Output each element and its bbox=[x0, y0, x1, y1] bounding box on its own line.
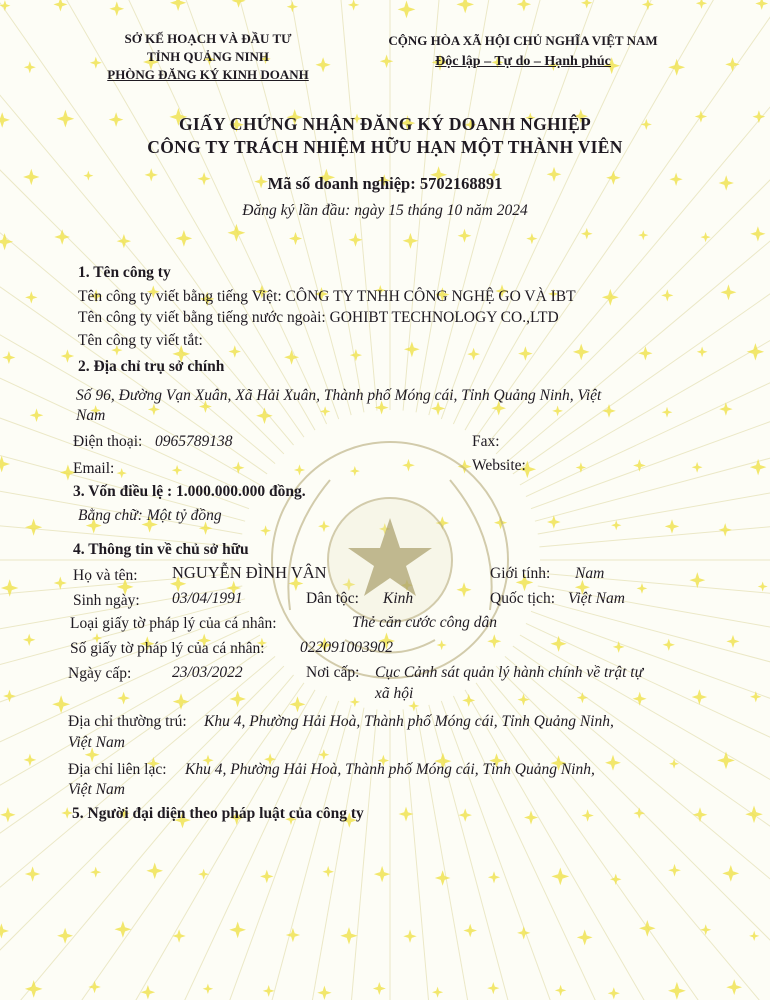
pattern-star-icon bbox=[611, 520, 621, 530]
pattern-star-icon bbox=[721, 284, 737, 300]
pattern-star-icon bbox=[717, 752, 735, 770]
nationality-label: Quốc tịch: bbox=[490, 590, 555, 607]
pattern-ray bbox=[538, 404, 770, 534]
head-office-address-line1: Số 96, Đường Vạn Xuân, Xã Hải Xuân, Thành phố Móng cái, Tỉnh Quảng Ninh, Việt bbox=[76, 387, 602, 404]
phone-value: 0965789138 bbox=[155, 433, 233, 450]
pattern-star-icon bbox=[634, 808, 646, 819]
pattern-star-icon bbox=[488, 871, 500, 883]
pattern-star-icon bbox=[172, 929, 185, 942]
pattern-star-icon bbox=[487, 982, 499, 994]
company-type-title: CÔNG TY TRÁCH NHIỆM HỮU HẠN MỘT THÀNH VIÊN bbox=[147, 137, 623, 157]
certificate-title: GIẤY CHỨNG NHẬN ĐĂNG KÝ DOANH NGHIỆP bbox=[178, 114, 591, 134]
pattern-star-icon bbox=[403, 233, 419, 249]
pattern-star-icon bbox=[23, 634, 35, 646]
company-short-name: Tên công ty viết tắt: bbox=[78, 332, 203, 349]
pattern-star-icon bbox=[459, 808, 472, 821]
phone-label: Điện thoại: bbox=[73, 433, 143, 450]
head-office-address-line2: Nam bbox=[76, 407, 106, 424]
id-type-label: Loại giấy tờ pháp lý của cá nhân: bbox=[70, 615, 277, 632]
company-name-foreign: Tên công ty viết bằng tiếng nước ngoài: GOHIBT TECHNOLOGY CO.,LTD bbox=[78, 309, 559, 326]
pattern-star-icon bbox=[692, 689, 707, 705]
id-number-label: Số giấy tờ pháp lý của cá nhân: bbox=[70, 640, 265, 657]
pattern-star-icon bbox=[749, 931, 759, 941]
ethnicity-value: Kinh bbox=[383, 590, 414, 607]
pattern-star-icon bbox=[758, 582, 768, 592]
section5-heading: 5. Người đại diện theo pháp luật của công ty bbox=[72, 805, 364, 822]
contact-address-line2: Việt Nam bbox=[68, 781, 125, 798]
pattern-star-icon bbox=[0, 807, 15, 822]
pattern-star-icon bbox=[323, 866, 335, 878]
pattern-star-icon bbox=[637, 583, 648, 594]
pattern-star-icon bbox=[54, 577, 67, 590]
pattern-star-icon bbox=[745, 806, 763, 824]
pattern-star-icon bbox=[750, 226, 765, 241]
pattern-star-icon bbox=[689, 572, 705, 588]
pattern-star-icon bbox=[374, 866, 390, 882]
pattern-star-icon bbox=[639, 920, 656, 937]
pattern-star-icon bbox=[287, 1, 298, 12]
pattern-star-icon bbox=[198, 869, 209, 880]
pattern-star-icon bbox=[24, 754, 37, 767]
contact-address-label: Địa chỉ liên lạc: bbox=[68, 761, 167, 778]
pattern-star-icon bbox=[435, 870, 451, 886]
pattern-star-icon bbox=[320, 406, 331, 416]
pattern-star-icon bbox=[638, 346, 652, 360]
emblem-rice-right bbox=[450, 480, 492, 610]
nationality-value: Việt Nam bbox=[568, 590, 625, 607]
pattern-star-icon bbox=[726, 979, 742, 995]
pattern-ray bbox=[520, 635, 770, 1000]
pattern-star-icon bbox=[432, 987, 443, 998]
pattern-star-icon bbox=[669, 759, 679, 769]
pattern-ray bbox=[0, 44, 267, 474]
pattern-star-icon bbox=[517, 926, 530, 939]
pattern-ray bbox=[526, 180, 770, 497]
pattern-star-icon bbox=[577, 930, 593, 946]
pattern-ray bbox=[531, 611, 770, 868]
pattern-star-icon bbox=[725, 57, 739, 71]
pattern-star-icon bbox=[173, 693, 190, 710]
pattern-star-icon bbox=[25, 291, 37, 303]
pattern-star-icon bbox=[25, 519, 42, 536]
dob-value: 03/04/1991 bbox=[172, 590, 243, 607]
issue-date-value: 23/03/2022 bbox=[172, 664, 243, 681]
pattern-star-icon bbox=[755, 0, 768, 10]
agency-name-line3: PHÒNG ĐĂNG KÝ KINH DOANH bbox=[107, 67, 309, 82]
pattern-star-icon bbox=[576, 462, 587, 473]
pattern-star-icon bbox=[228, 224, 246, 242]
pattern-star-icon bbox=[399, 807, 414, 822]
pattern-star-icon bbox=[573, 344, 590, 361]
pattern-star-icon bbox=[726, 635, 739, 648]
pattern-star-icon bbox=[0, 923, 9, 938]
pattern-ray bbox=[0, 690, 315, 1000]
charter-capital-in-words: Bằng chữ: Một tỷ đồng bbox=[78, 507, 222, 524]
permanent-address-line2: Việt Nam bbox=[68, 734, 125, 751]
agency-name-line2: TỈNH QUẢNG NINH bbox=[146, 49, 270, 64]
pattern-star-icon bbox=[642, 0, 654, 10]
ethnicity-label: Dân tộc: bbox=[306, 590, 359, 607]
pattern-ray bbox=[535, 327, 770, 521]
pattern-star-icon bbox=[577, 692, 588, 703]
pattern-star-icon bbox=[88, 981, 101, 994]
pattern-star-icon bbox=[25, 866, 40, 881]
pattern-star-icon bbox=[610, 874, 622, 885]
id-type-value: Thẻ căn cước công dân bbox=[352, 614, 497, 631]
pattern-star-icon bbox=[750, 459, 767, 476]
pattern-star-icon bbox=[665, 519, 679, 533]
pattern-star-icon bbox=[54, 229, 70, 245]
issue-date-label: Ngày cấp: bbox=[68, 665, 132, 682]
pattern-ray bbox=[453, 696, 770, 1000]
pattern-star-icon bbox=[146, 863, 163, 880]
enterprise-code: Mã số doanh nghiệp: 5702168891 bbox=[267, 174, 503, 193]
pattern-star-icon bbox=[348, 0, 359, 11]
pattern-star-icon bbox=[229, 345, 242, 358]
owner-name-label: Họ và tên: bbox=[73, 567, 138, 584]
pattern-star-icon bbox=[229, 922, 246, 939]
charter-capital: 3. Vốn điều lệ : 1.000.000.000 đồng. bbox=[73, 483, 306, 500]
pattern-star-icon bbox=[350, 349, 362, 361]
contact-address-line1: Khu 4, Phường Hải Hoà, Thành phố Móng cái, Tỉnh Quảng Ninh, bbox=[185, 761, 595, 778]
pattern-star-icon bbox=[25, 980, 43, 998]
pattern-star-icon bbox=[176, 230, 193, 247]
pattern-star-icon bbox=[517, 0, 531, 11]
pattern-star-icon bbox=[90, 867, 101, 878]
pattern-star-icon bbox=[605, 755, 621, 771]
email-label: Email: bbox=[73, 460, 115, 477]
gender-label: Giới tính: bbox=[490, 565, 551, 582]
issue-place-label: Nơi cấp: bbox=[306, 664, 360, 681]
pattern-star-icon bbox=[284, 350, 299, 365]
pattern-star-icon bbox=[693, 807, 708, 822]
pattern-star-icon bbox=[608, 987, 620, 999]
pattern-star-icon bbox=[526, 233, 537, 244]
pattern-star-icon bbox=[662, 407, 673, 418]
pattern-star-icon bbox=[404, 342, 420, 358]
pattern-star-icon bbox=[30, 408, 44, 422]
pattern-star-icon bbox=[602, 404, 616, 418]
pattern-star-icon bbox=[552, 406, 563, 417]
pattern-star-icon bbox=[692, 462, 703, 473]
pattern-star-icon bbox=[638, 230, 648, 240]
pattern-star-icon bbox=[719, 523, 732, 537]
pattern-star-icon bbox=[463, 924, 477, 938]
first-registration-date: Đăng ký lần đầu: ngày 15 tháng 10 năm 2024 bbox=[242, 202, 528, 219]
pattern-star-icon bbox=[633, 692, 647, 706]
nation-motto: Độc lập – Tự do – Hạnh phúc bbox=[435, 54, 611, 69]
pattern-star-icon bbox=[0, 233, 13, 250]
company-name-vietnamese: Tên công ty viết bằng tiếng Việt: CÔNG TY TNHH CÔNG NGHỆ GO VÀ IBT bbox=[78, 288, 576, 305]
section2-heading: 2. Địa chỉ trụ sở chính bbox=[78, 358, 225, 375]
pattern-star-icon bbox=[697, 347, 708, 358]
pattern-star-icon bbox=[53, 0, 67, 12]
permanent-address-label: Địa chỉ thường trú: bbox=[68, 713, 187, 730]
dob-label: Sinh ngày: bbox=[73, 592, 140, 609]
pattern-star-icon bbox=[170, 0, 186, 11]
pattern-star-icon bbox=[700, 924, 711, 935]
pattern-star-icon bbox=[203, 984, 213, 994]
pattern-star-icon bbox=[613, 641, 625, 653]
owner-name-value: NGUYỄN ĐÌNH VÂN bbox=[172, 563, 327, 582]
pattern-star-icon bbox=[232, 0, 246, 8]
section4-heading: 4. Thông tin về chủ sở hữu bbox=[73, 541, 249, 558]
pattern-star-icon bbox=[317, 986, 331, 1000]
website-label: Website: bbox=[472, 457, 526, 474]
pattern-star-icon bbox=[318, 749, 329, 760]
pattern-star-icon bbox=[555, 985, 566, 996]
pattern-star-icon bbox=[668, 864, 681, 877]
gender-value: Nam bbox=[575, 565, 605, 582]
id-number-value: 022091003902 bbox=[300, 639, 393, 656]
pattern-star-icon bbox=[602, 289, 619, 306]
pattern-star-icon bbox=[289, 232, 302, 245]
pattern-star-icon bbox=[722, 865, 739, 882]
pattern-star-icon bbox=[349, 233, 363, 247]
pattern-star-icon bbox=[24, 61, 36, 73]
pattern-star-icon bbox=[750, 691, 761, 702]
pattern-star-icon bbox=[633, 459, 646, 472]
pattern-star-icon bbox=[398, 1, 416, 19]
pattern-star-icon bbox=[458, 229, 472, 243]
pattern-star-icon bbox=[696, 0, 707, 9]
issue-place-line2: xã hội bbox=[375, 685, 414, 702]
pattern-ray bbox=[465, 690, 770, 1000]
pattern-star-icon bbox=[467, 348, 480, 361]
pattern-star-icon bbox=[663, 639, 675, 651]
nation-name: CỘNG HÒA XÃ HỘI CHỦ NGHĨA VIỆT NAM bbox=[388, 33, 658, 48]
pattern-star-icon bbox=[340, 927, 357, 944]
pattern-ray bbox=[441, 701, 698, 1000]
pattern-star-icon bbox=[117, 692, 130, 705]
pattern-star-icon bbox=[581, 228, 593, 240]
fax-label: Fax: bbox=[472, 433, 500, 450]
section1-heading: 1. Tên công ty bbox=[78, 264, 171, 281]
pattern-star-icon bbox=[0, 0, 10, 11]
pattern-star-icon bbox=[117, 468, 127, 478]
pattern-star-icon bbox=[551, 636, 567, 652]
pattern-star-icon bbox=[403, 930, 416, 943]
permanent-address-line1: Khu 4, Phường Hải Hoà, Thành phố Móng cái, Tỉnh Quảng Ninh, bbox=[204, 713, 614, 730]
pattern-star-icon bbox=[668, 982, 686, 1000]
pattern-ray bbox=[312, 709, 377, 1000]
pattern-star-icon bbox=[456, 0, 474, 13]
issue-place-line1: Cục Cảnh sát quản lý hành chính về trật tự bbox=[375, 664, 644, 681]
pattern-star-icon bbox=[719, 402, 732, 416]
pattern-star-icon bbox=[263, 985, 275, 997]
pattern-star-icon bbox=[661, 289, 673, 301]
pattern-star-icon bbox=[582, 809, 594, 821]
pattern-star-icon bbox=[115, 921, 132, 938]
pattern-star-icon bbox=[2, 351, 15, 364]
pattern-ray bbox=[10, 696, 327, 1000]
pattern-star-icon bbox=[109, 1, 124, 16]
pattern-star-icon bbox=[551, 868, 569, 886]
pattern-star-icon bbox=[61, 349, 74, 362]
pattern-star-icon bbox=[172, 465, 183, 476]
pattern-ray bbox=[0, 656, 275, 1000]
pattern-star-icon bbox=[232, 462, 244, 474]
pattern-ray bbox=[403, 709, 468, 1000]
pattern-star-icon bbox=[260, 870, 273, 883]
pattern-star-icon bbox=[373, 982, 386, 995]
agency-name-line1: SỞ KẾ HOẠCH VÀ ĐẦU TƯ bbox=[124, 31, 292, 46]
pattern-ray bbox=[539, 482, 770, 547]
